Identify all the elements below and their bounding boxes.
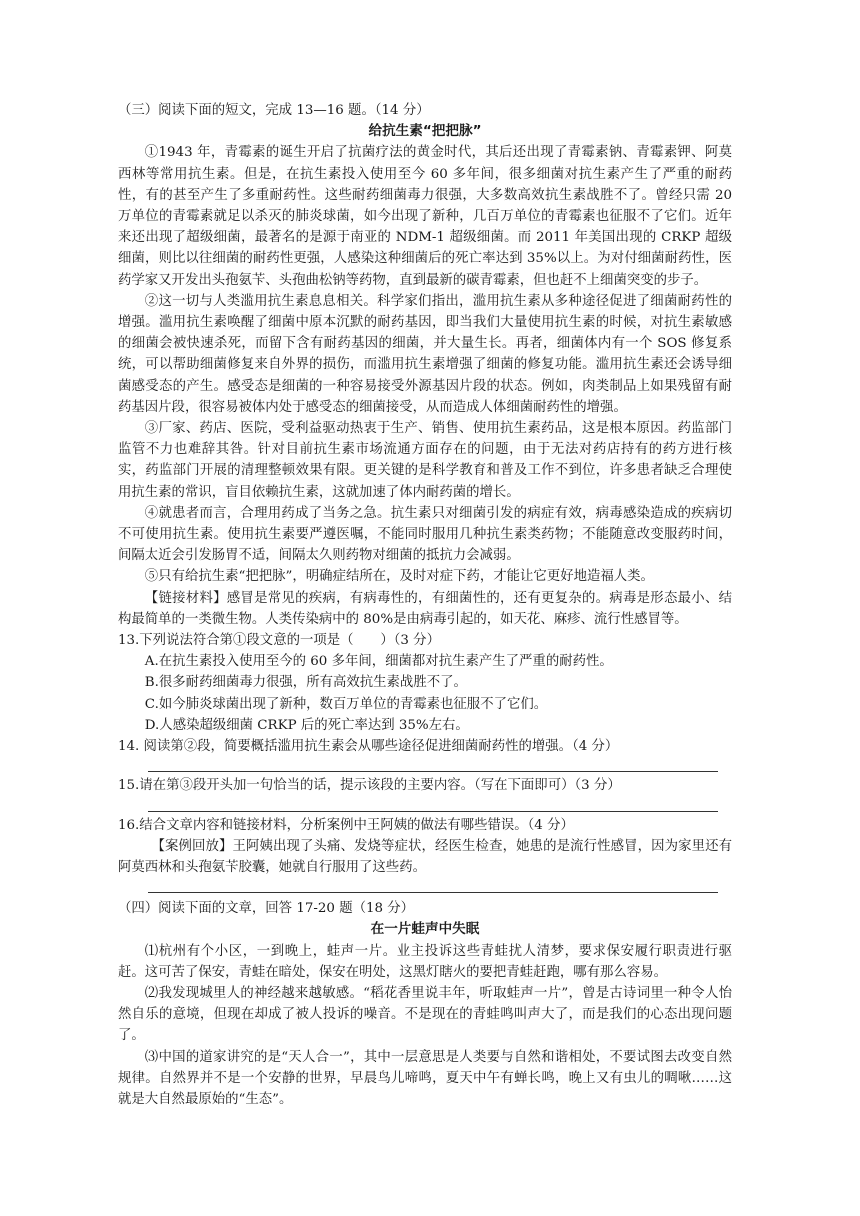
article-2-paragraph-3: ⑶中国的道家讲究的是“天人合一”，其中一层意思是人类要与自然和谐相处，不要试图去改变自然规律。自然界并不是一个安静的世界，早晨鸟儿啼鸣，夏天中午有蝉长鸣，晚上又有虫儿的啁啾……这就是大自然最原始的“生态”。 [118, 1049, 732, 1107]
question-13-stem: 13.下列说法符合第①段文意的一项是（ ）（3 分） [118, 633, 440, 649]
question-15-stem: 15.请在第③段开头加一句恰当的话，提示该段的主要内容。（写在下面即可）（3 分） [118, 778, 621, 794]
article-2-paragraph-1: ⑴杭州有个小区，一到晚上，蛙声一片。业主投诉这些青蛙扰人清梦，要求保安履行职责进行驱赶。这可苦了保安，青蛙在暗处，保安在明处，这黑灯瞎火的要把青蛙赶跑，哪有那么容易。 [118, 943, 732, 980]
question-16-answer-line[interactable] [148, 878, 718, 893]
article-1-paragraph-2: ②这一切与人类滥用抗生素息息相关。科学家们指出，滥用抗生素从多种途径促进了细菌耐药性的增强。滥用抗生素唤醒了细菌中原本沉默的耐药基因，即当我们大量使用抗生素的时候，对抗生素敏感的细菌会被快速杀死，而留下含有耐药基因的细菌，并大量生长。再者，细菌体内有一个 SOS 修复系统，可以帮助细菌修复来自外界的损伤，而滥用抗生素增强了细菌的修复功能。滥用抗生素还会诱导细菌感受态的产生。感受态是细菌的一种容易接受外源基因片段的状态。例如，肉类制品上如果残留有耐药基因片段，很容易被体内处于感受态的细菌接受，从而造成人体细菌耐药性的增强。 [118, 293, 732, 415]
question-13-option-b: B.很多耐药细菌毒力很强，所有高效抗生素战胜不了。 [144, 675, 467, 691]
article-1-title: 给抗生素“把把脉” [368, 123, 482, 140]
article-1-paragraph-1: ①1943 年，青霉素的诞生开启了抗菌疗法的黄金时代，其后还出现了青霉素钠、青霉素钾、阿莫西林等常用抗生素。但是，在抗生素投入使用至今 60 多年间，很多细菌对抗生素产生了严重的耐药性，有的甚至产生了多重耐药性。这些耐药细菌毒力很强，大多数高效抗生素战胜不了。曾经只需 20 万单位的青霉素就足以杀灭的肺炎球菌，如今出现了新种，几百万单位的青霉素也征服不了它们。近年来还出现了超级细菌，最著名的是源于南亚的 NDM-1 超级细菌。而 2011 年美国出现的 CRKP 超级细菌，则比以往细菌的耐药性更强，人感染这种细菌后的死亡率达到 35%以上。为对付细菌耐药性，医药学家又开发出头孢氨苄、头孢曲松钠等药物，直到最新的碳青霉素，但也赶不上细菌突变的步子。 [118, 145, 732, 288]
article-2-paragraph-2: ⑵我发现城里人的神经越来越敏感。“稻花香里说丰年，听取蛙声一片”，曾是古诗词里一种令人怡然自乐的意境，但现在却成了被人投诉的噪音。不是现在的青蛙鸣叫声大了，而是我们的心态出现问题了。 [118, 985, 732, 1044]
question-13-option-d: D.人感染超级细菌 CRKP 后的死亡率达到 35%左右。 [144, 717, 469, 733]
article-1-paragraph-5: ⑤只有给抗生素“把把脉”，明确症结所在，及时对症下药，才能让它更好地造福人类。 [144, 569, 654, 585]
article-2-title: 在一片蛙声中失眠 [370, 921, 480, 938]
question-13-option-c: C.如今肺炎球菌出现了新种，数百万单位的青霉素也征服不了它们。 [144, 696, 548, 712]
question-14-stem: 14. 阅读第②段，简要概括滥用抗生素会从哪些途径促进细菌耐药性的增强。（4 分） [118, 739, 619, 755]
article-1-paragraph-3: ③厂家、药店、医院，受利益驱动热衷于生产、销售、使用抗生素药品，这是根本原因。药监部门监管不力也难辞其咎。针对目前抗生素市场流通方面存在的问题，由于无法对药店持有的药方进行核实，药监部门开展的清理整顿效果有限。更关键的是科学教育和普及工作不到位，许多患者缺乏合理使用抗生素的常识，盲目依赖抗生素，这就加速了体内耐药菌的增长。 [118, 421, 732, 500]
question-16-stem: 16.结合文章内容和链接材料，分析案例中王阿姨的做法有哪些错误。（4 分） [118, 817, 574, 833]
link-material: 【链接材料】感冒是常见的疾病，有病毒性的，有细菌性的，还有更复杂的。病毒是形态最小、结构最简单的一类微生物。人类传染病中的 80%是由病毒引起的，如天花、麻疹、流行性感冒等。 [118, 590, 732, 627]
case-review: 【案例回放】王阿姨出现了头痛、发烧等症状，经医生检查，她患的是流行性感冒，因为家里还有阿莫西林和头孢氨苄胶囊，她就自行服用了这些药。 [118, 838, 732, 875]
question-15-answer-line[interactable] [148, 797, 718, 812]
question-13-option-a: A.在抗生素投入使用至今的 60 多年间，细菌都对抗生素产生了严重的耐药性。 [144, 654, 613, 670]
question-14-answer-line[interactable] [148, 757, 718, 772]
section-4-heading: （四）阅读下面的文章，回答 17-20 题（18 分） [118, 901, 415, 917]
article-1-paragraph-4: ④就患者而言，合理用药成了当务之急。抗生素只对细菌引发的病症有效，病毒感染造成的疾病切不可使用抗生素。使用抗生素要严遵医嘱，不能同时服用几种抗生素类药物；不能随意改变服药时间，间隔太近会引发肠胃不适，间隔太久则药物对细菌的抵抗力会减弱。 [118, 505, 732, 564]
section-3-heading: （三）阅读下面的短文，完成 13—16 题。（14 分） [118, 103, 430, 118]
